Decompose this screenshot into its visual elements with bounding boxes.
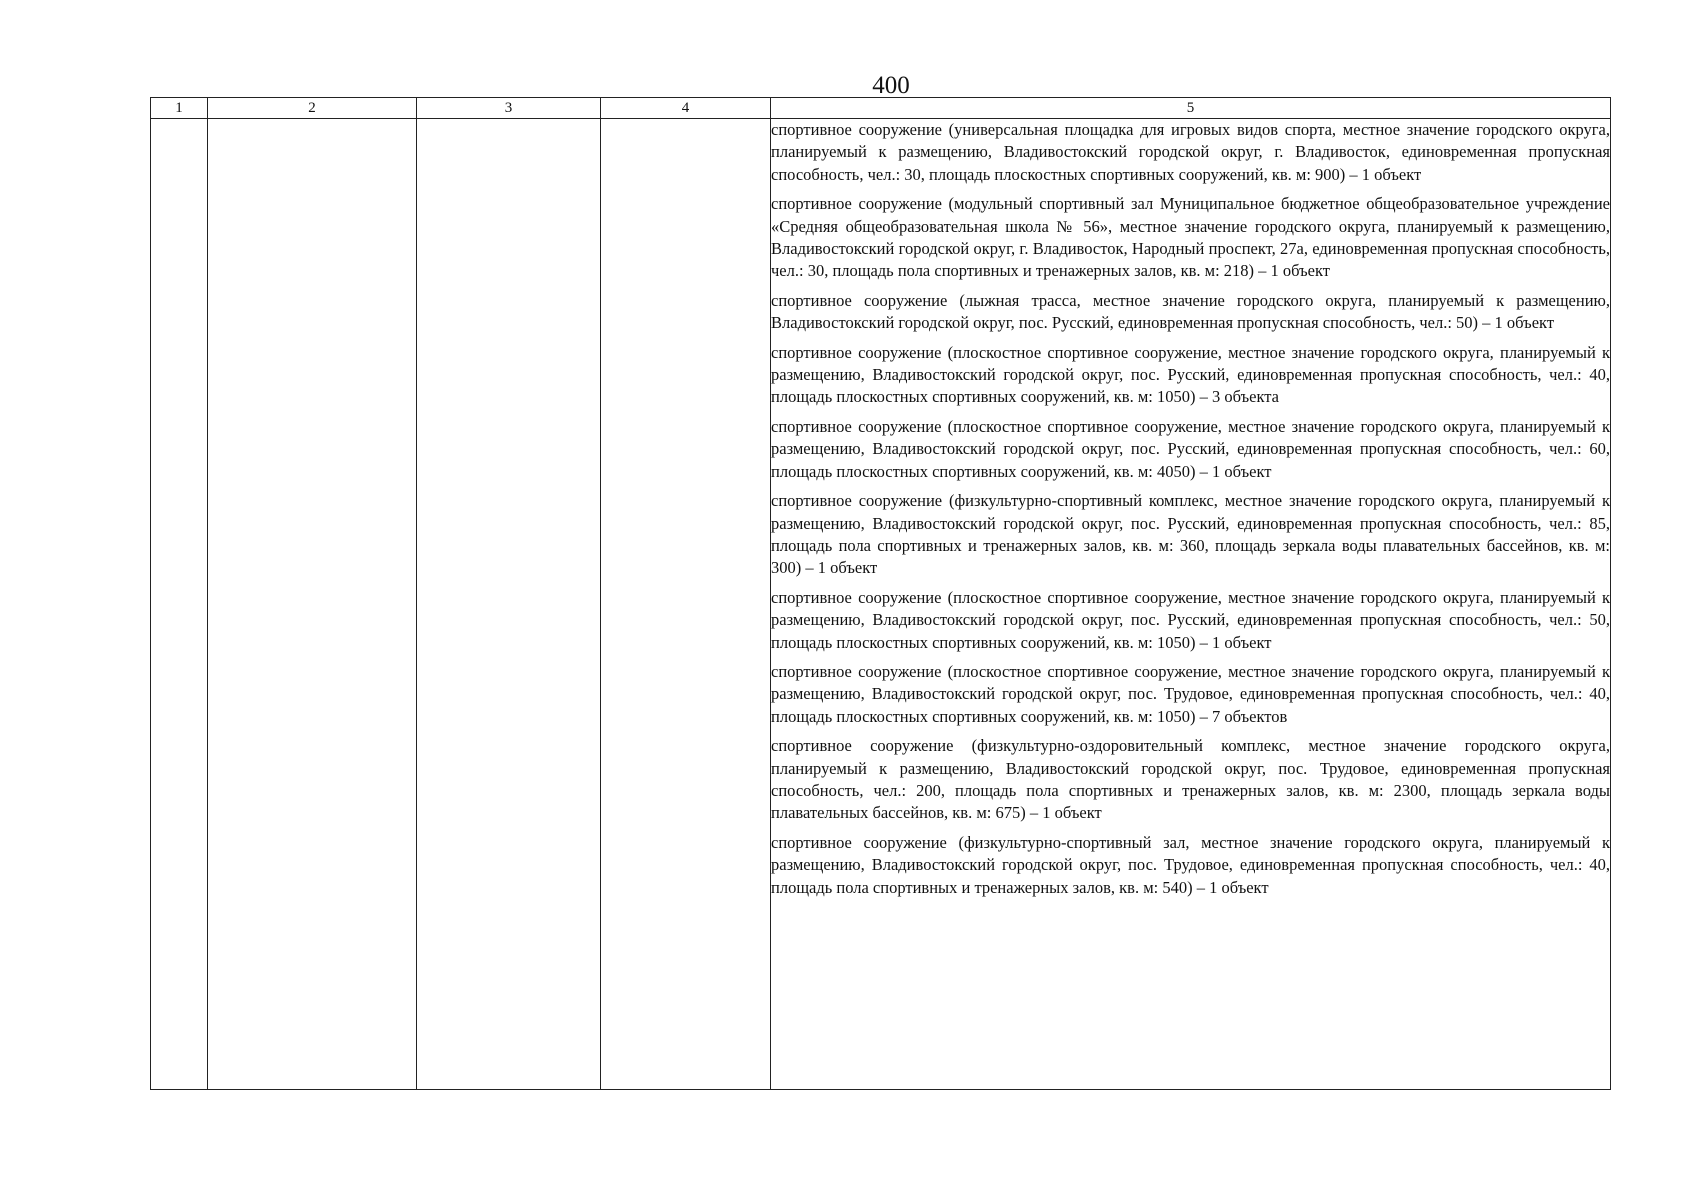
facility-entry: спортивное сооружение (универсальная площадка для игровых видов спорта, местное значение городского округа, планируемый к размещению, Владивостокский городской округ, г. Владивосток, единовременная пропускная способность, чел.: 30, площадь плоскостных спортивных сооружений, кв. м: 900) – 1 объект <box>771 120 1610 184</box>
facility-entry: спортивное сооружение (лыжная трасса, местное значение городского округа, планируемый к размещению, Владивостокский городской округ, пос. Русский, единовременная пропускная способность, чел.: 50) – 1 объект <box>771 290 1610 333</box>
column-2-cell <box>208 119 417 1090</box>
header-row <box>151 98 1611 119</box>
facility-entry: спортивное сооружение (плоскостное спортивное сооружение, местное значение городского округа, планируемый к размещению, Владивостокский городской округ, пос. Русский, единовременная пропускная способность, чел.: 50, площадь плоскостных спортивных сооружений, кв. м: 1050) – 1 объект <box>771 587 1610 652</box>
column-header-5: 5 <box>771 98 1611 119</box>
column-4-cell <box>601 119 771 1090</box>
document-table <box>150 97 1611 1090</box>
page-number: 400 <box>872 72 910 99</box>
facility-entry: спортивное сооружение (физкультурно-оздоровительный комплекс, местное значение городского округа, планируемый к размещению, Владивостокский городской округ, пос. Трудовое, единовременная пропускная способность, чел.: 200, площадь пола спортивных и тренажерных залов, кв. м: 2300, площадь зеркала воды плавательных бассейнов, кв. м: 675) – 1 объект <box>771 736 1610 823</box>
column-3-cell <box>417 119 601 1090</box>
column-header-2: 2 <box>208 98 417 119</box>
column-header-3: 3 <box>417 98 601 119</box>
facility-entry: спортивное сооружение (модульный спортивный зал Муниципальное бюджетное общеобразовательное учреждение «Средняя общеобразовательная школа № 56», местное значение городского округа, планируемый к размещению, Владивостокский городской округ, г. Владивосток, Народный проспект, 27а, единовременная пропускная способность, чел.: 30, площадь пола спортивных и тренажерных залов, кв. м: 218) – 1 объект <box>771 194 1610 281</box>
facility-entry: спортивное сооружение (плоскостное спортивное сооружение, местное значение городского округа, планируемый к размещению, Владивостокский городской округ, пос. Трудовое, единовременная пропускная способность, чел.: 40, площадь плоскостных спортивных сооружений, кв. м: 1050) – 7 объектов <box>771 661 1610 726</box>
facility-entry: спортивное сооружение (плоскостное спортивное сооружение, местное значение городского округа, планируемый к размещению, Владивостокский городской округ, пос. Русский, единовременная пропускная способность, чел.: 60, площадь плоскостных спортивных сооружений, кв. м: 4050) – 1 объект <box>771 416 1610 481</box>
column-header-4: 4 <box>601 98 771 119</box>
column-header-1: 1 <box>151 98 208 119</box>
facility-entry: спортивное сооружение (плоскостное спортивное сооружение, местное значение городского округа, планируемый к размещению, Владивостокский городской округ, пос. Русский, единовременная пропускная способность, чел.: 40, площадь плоскостных спортивных сооружений, кв. м: 1050) – 3 объекта <box>771 342 1610 407</box>
facility-entry: спортивное сооружение (физкультурно-спортивный комплекс, местное значение городского округа, планируемый к размещению, Владивостокский городской округ, пос. Русский, единовременная пропускная способность, чел.: 85, площадь пола спортивных и тренажерных залов, кв. м: 360, площадь зеркала воды плавательных бассейнов, кв. м: 300) – 1 объект <box>771 491 1610 578</box>
facility-entry: спортивное сооружение (физкультурно-спортивный зал, местное значение городского округа, планируемый к размещению, Владивостокский городской округ, пос. Трудовое, единовременная пропускная способность, чел.: 40, площадь пола спортивных и тренажерных залов, кв. м: 540) – 1 объект <box>771 832 1610 897</box>
column-1-cell <box>151 119 208 1090</box>
column-5-cell <box>771 119 1611 1090</box>
table-row <box>151 119 1611 1090</box>
